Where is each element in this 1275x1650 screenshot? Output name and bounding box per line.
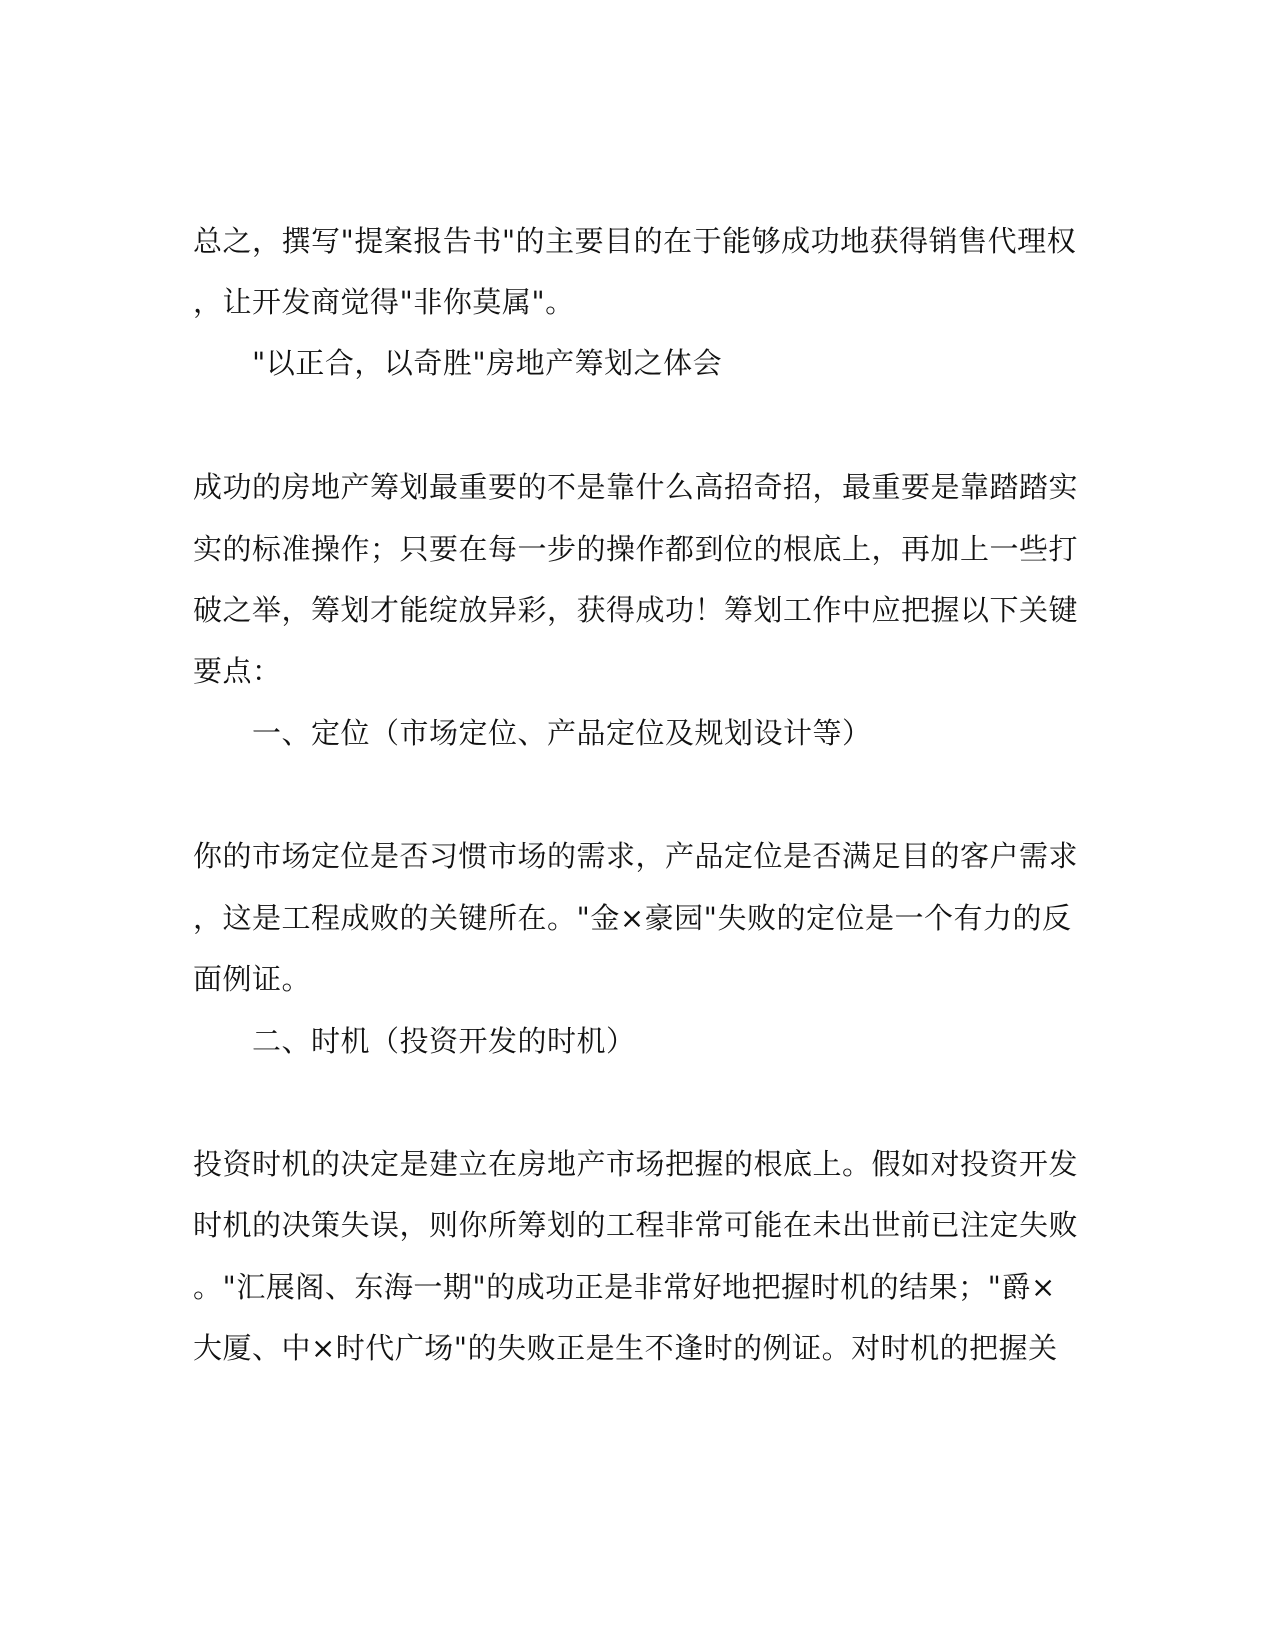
paragraph-line: 破之举，筹划才能绽放异彩，获得成功！筹划工作中应把握以下关键 <box>193 593 1079 627</box>
paragraph-line: 你的市场定位是否习惯市场的需求，产品定位是否满足目的客户需求 <box>193 839 1079 873</box>
paragraph-line: 大厦、中×时代广场"的失败正是生不逢时的例证。对时机的把握关 <box>193 1331 1058 1365</box>
paragraph-line: 实的标准操作；只要在每一步的操作都到位的根底上，再加上一些打 <box>193 532 1079 566</box>
paragraph-line: 总之，撰写"提案报告书"的主要目的在于能够成功地获得销售代理权 <box>193 224 1077 258</box>
paragraph-line: 要点： <box>193 654 282 688</box>
paragraph-line: 面例证。 <box>193 962 312 996</box>
paragraph-line: ，让开发商觉得"非你莫属"。 <box>193 285 575 319</box>
paragraph-line: 时机的决策失误，则你所筹划的工程非常可能在未出世前已注定失败 <box>193 1208 1079 1242</box>
paragraph-line: ，这是工程成败的关键所在。"金×豪园"失败的定位是一个有力的反 <box>193 901 1072 935</box>
paragraph-line: 。"汇展阁、东海一期"的成功正是非常好地把握时机的结果；"爵× <box>193 1270 1056 1304</box>
section-heading: "以正合，以奇胜"房地产筹划之体会 <box>252 346 723 380</box>
section-heading: 二、时机（投资开发的时机） <box>252 1024 636 1058</box>
section-heading: 一、定位（市场定位、产品定位及规划设计等） <box>252 716 872 750</box>
paragraph-line: 投资时机的决定是建立在房地产市场把握的根底上。假如对投资开发 <box>193 1147 1079 1181</box>
paragraph-line: 成功的房地产筹划最重要的不是靠什么高招奇招，最重要是靠踏踏实 <box>193 470 1079 504</box>
